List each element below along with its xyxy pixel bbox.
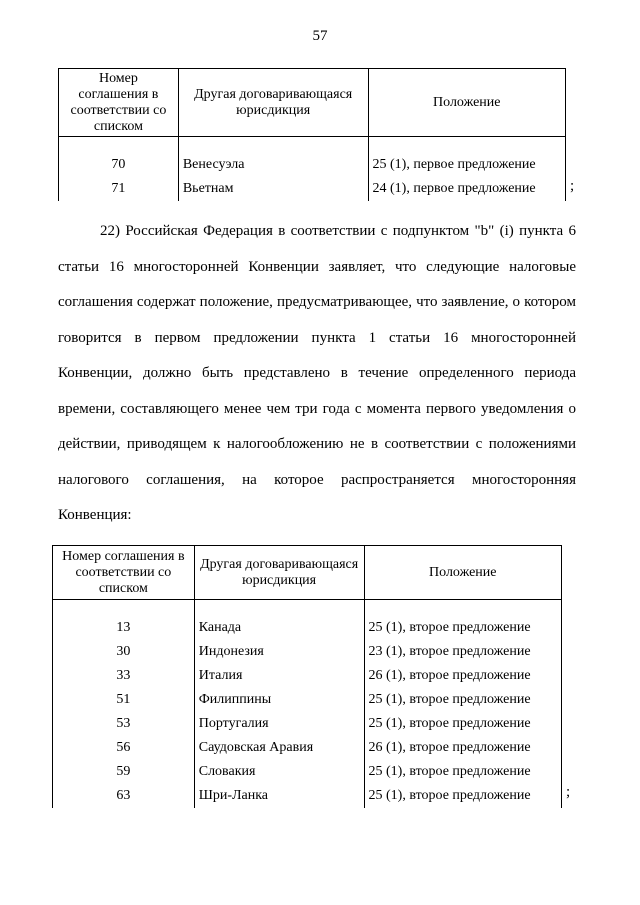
jurisdiction: Шри-Ланка <box>194 784 364 808</box>
table-2 <box>52 545 562 808</box>
provision: 26 (1), второе предложение <box>364 664 562 688</box>
table-row <box>53 712 562 736</box>
agreement-number: 30 <box>53 640 195 664</box>
jurisdiction: Португалия <box>194 712 364 736</box>
table-row <box>53 664 562 688</box>
paragraph-22: 22) Российская Федерация в соответствии с подпунктом "b" (i) пункта 6 статьи 16 многосторонней Конвенции заявляет, что следующие налоговые соглашения содержат положение, предусматривающее, что заявление, о котором говорится в первом предложении пункта 1 статьи 16 многосторонней Конвенции, должно быть представлено в течение определенного периода времени, составляющего менее чем три года с момента первого уведомления о действии, приводящем к налогообложению не в соответствии с положениями налогового соглашения, на которое распространяется многосторонняя Конвенция: <box>58 223 576 523</box>
jurisdiction: Италия <box>194 664 364 688</box>
jurisdiction: Филиппины <box>194 688 364 712</box>
table-row <box>53 616 562 640</box>
agreement-number: 70 <box>59 153 179 177</box>
jurisdiction: Канада <box>194 616 364 640</box>
provision: 24 (1), первое предложение <box>368 177 565 201</box>
agreement-number: 33 <box>53 664 195 688</box>
agreement-number: 59 <box>53 760 195 784</box>
provision: 25 (1), второе предложение <box>364 616 562 640</box>
jurisdiction: Вьетнам <box>178 177 368 201</box>
agreement-number: 53 <box>53 712 195 736</box>
table-1-end-mark: ; <box>570 178 575 194</box>
table-row <box>59 177 566 201</box>
provision: 26 (1), второе предложение <box>364 736 562 760</box>
table-1-header-jurisdiction: Другая договаривающаяся юрисдикция <box>178 69 368 137</box>
provision: 25 (1), второе предложение <box>364 688 562 712</box>
table-1 <box>58 68 566 201</box>
table-2-header-jurisdiction: Другая договаривающаяся юрисдикция <box>194 546 364 600</box>
table-row <box>53 760 562 784</box>
table-row <box>53 736 562 760</box>
provision: 25 (1), первое предложение <box>368 153 565 177</box>
agreement-number: 63 <box>53 784 195 808</box>
table-1-header-provision: Положение <box>368 69 565 137</box>
table-row <box>59 153 566 177</box>
jurisdiction: Индонезия <box>194 640 364 664</box>
page-number: 57 <box>312 28 328 44</box>
table-row <box>53 640 562 664</box>
agreement-number: 71 <box>59 177 179 201</box>
table-row <box>53 784 562 808</box>
provision: 25 (1), второе предложение <box>364 784 562 808</box>
agreement-number: 13 <box>53 616 195 640</box>
jurisdiction: Саудовская Аравия <box>194 736 364 760</box>
jurisdiction: Словакия <box>194 760 364 784</box>
table-2-header-provision: Положение <box>364 546 562 600</box>
jurisdiction: Венесуэла <box>178 153 368 177</box>
agreement-number: 51 <box>53 688 195 712</box>
provision: 25 (1), второе предложение <box>364 760 562 784</box>
table-2-end-mark: ; <box>566 784 571 800</box>
table-1-header-number: Номер соглашения в соответствии со списком <box>59 69 179 137</box>
table-2-header-number: Номер соглашения в соответствии со списком <box>53 546 195 600</box>
provision: 23 (1), второе предложение <box>364 640 562 664</box>
agreement-number: 56 <box>53 736 195 760</box>
table-row <box>53 688 562 712</box>
provision: 25 (1), второе предложение <box>364 712 562 736</box>
